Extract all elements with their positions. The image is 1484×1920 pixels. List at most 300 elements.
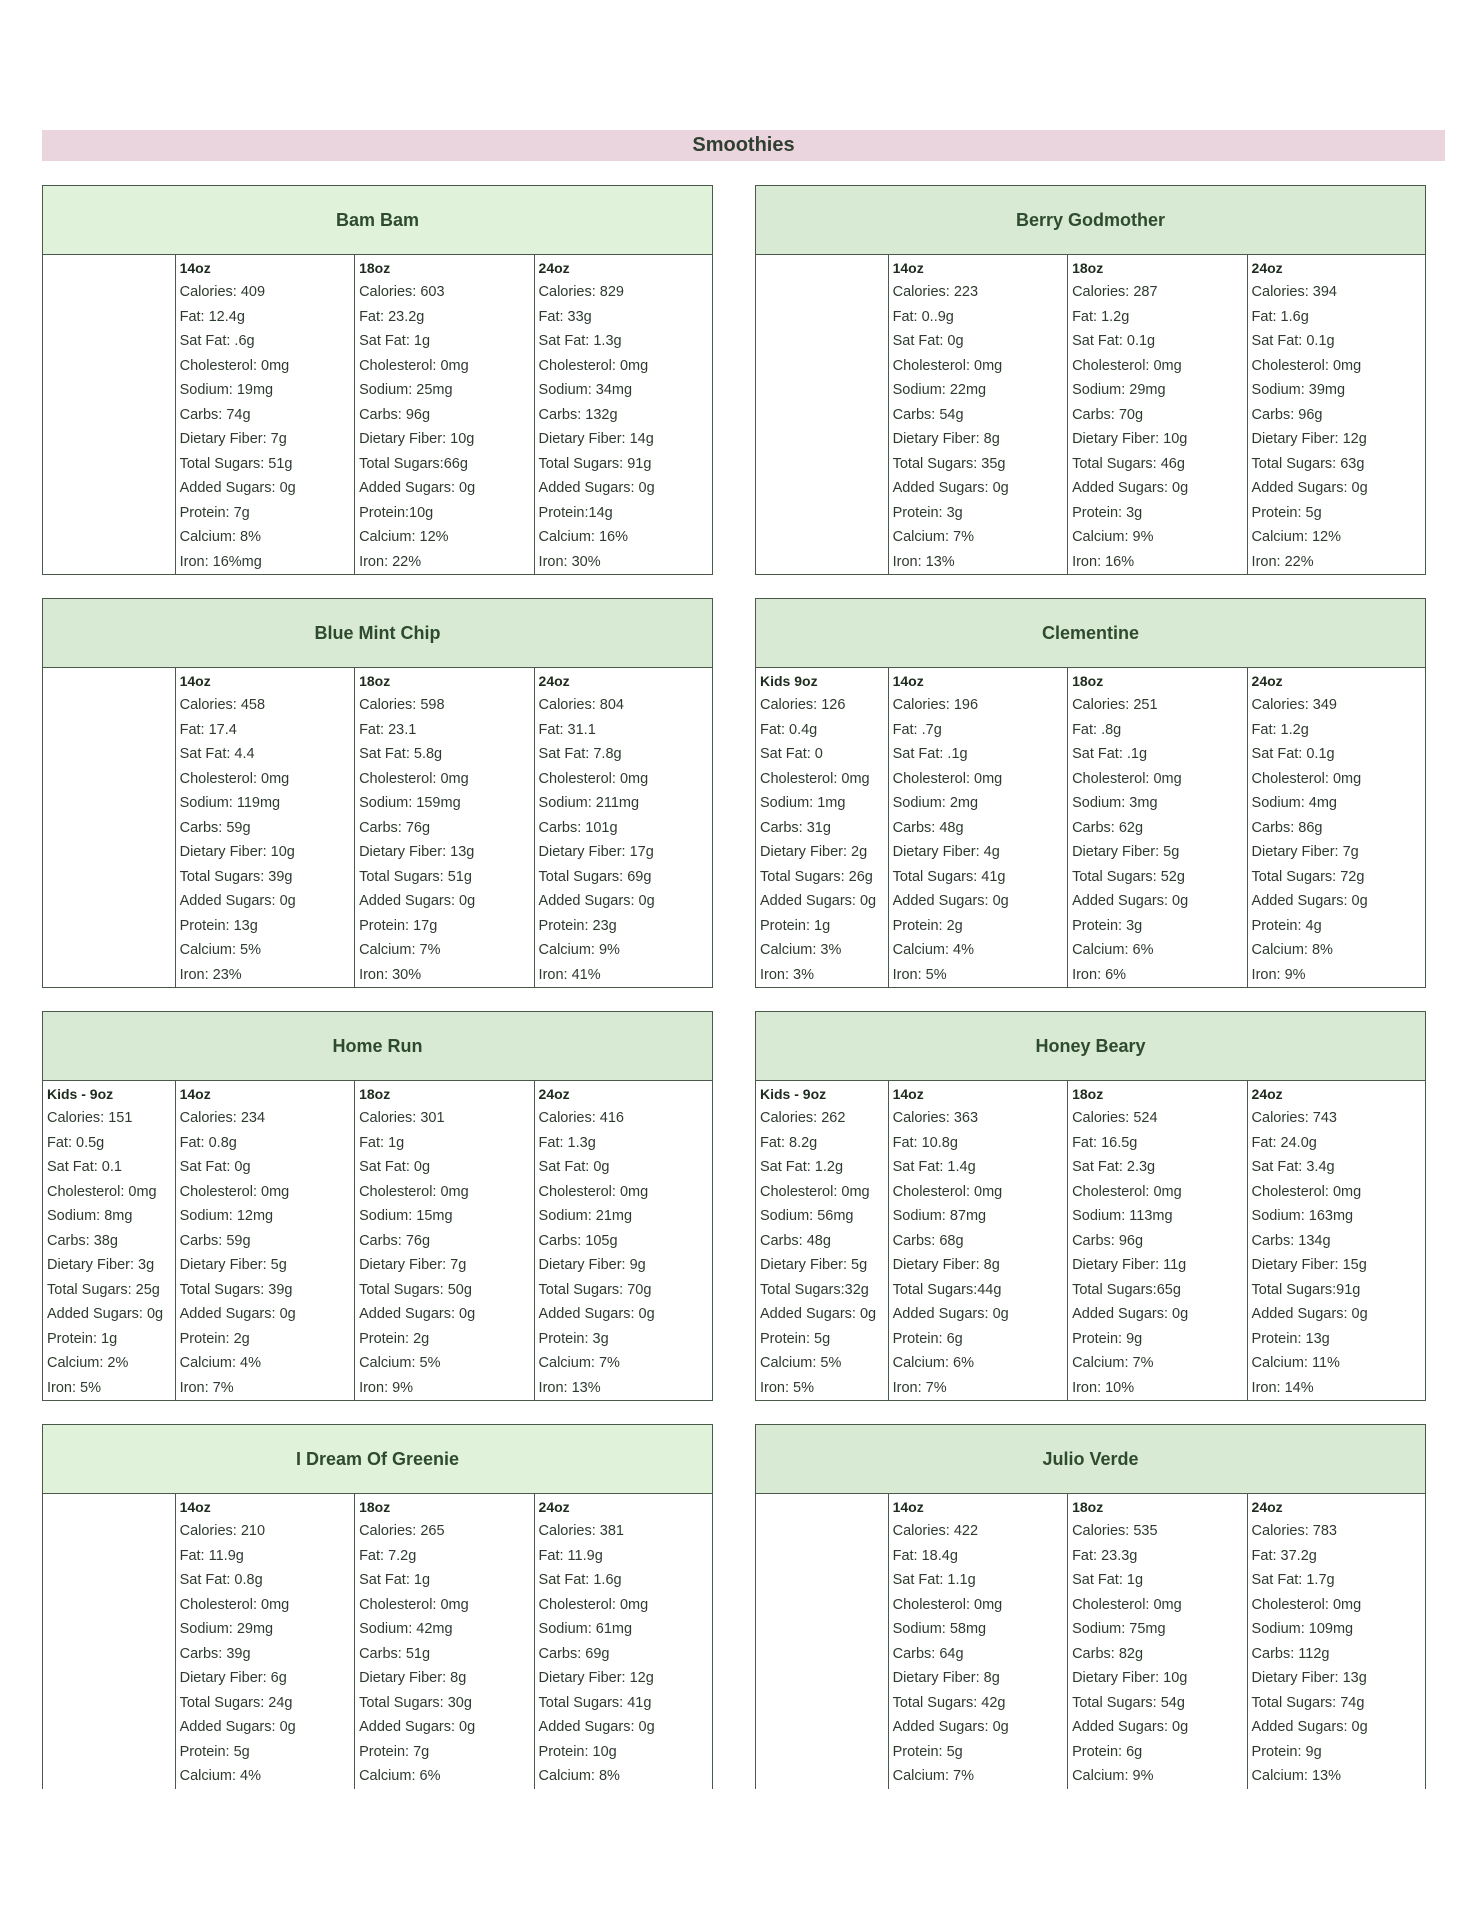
nutrient-row: Total Sugars: 30g xyxy=(359,1694,472,1711)
nutrient-row: Iron: 16%mg xyxy=(179,553,262,570)
nutrient-row: Calories: 210 xyxy=(179,1523,266,1539)
size-column xyxy=(43,1081,175,1400)
nutrient-row: Protein:14g xyxy=(538,504,613,521)
empty-column xyxy=(43,255,175,574)
nutrient-row: Sat Fat: 0.1g xyxy=(1072,333,1156,349)
nutrient-row: Added Sugars: 0g xyxy=(359,1719,476,1735)
nutrient-row: Dietary Fiber: 17g xyxy=(538,844,654,860)
nutrient-row: Protein: 1g xyxy=(760,917,831,934)
nutrient-row: Total Sugars: 24g xyxy=(179,1694,293,1711)
nutrient-row: Cholesterol: 0mg xyxy=(760,1183,870,1200)
card-julio-verde xyxy=(755,1424,1426,1789)
size-label: 14oz xyxy=(179,260,211,276)
nutrient-row: Calcium: 6% xyxy=(1072,942,1154,958)
size-label: Kids - 9oz xyxy=(47,1086,114,1102)
size-label: 18oz xyxy=(1072,1499,1104,1515)
nutrient-row: Fat: 11.9g xyxy=(179,1547,244,1564)
nutrient-row: Calories: 349 xyxy=(1251,697,1337,713)
nutrient-row: Carbs: 101g xyxy=(538,819,618,836)
empty-column xyxy=(756,255,888,574)
nutrient-row: Total Sugars: 25g xyxy=(47,1281,160,1298)
nutrient-row: Calories: 804 xyxy=(538,697,624,713)
nutrient-row: Dietary Fiber: 5g xyxy=(760,1257,868,1273)
nutrient-row: Protein: 3g xyxy=(538,1330,609,1347)
nutrient-row: Sat Fat: .1g xyxy=(892,746,968,762)
nutrient-row: Cholesterol: 0mg xyxy=(892,1596,1003,1613)
nutrient-row: Calcium: 5% xyxy=(359,1355,441,1371)
nutrition-table xyxy=(756,1494,1425,1789)
nutrient-row: Dietary Fiber: 8g xyxy=(892,1670,1000,1686)
nutrient-row: Sodium: 163mg xyxy=(1251,1208,1354,1224)
card-blue-mint-chip xyxy=(42,598,713,988)
nutrient-row: Added Sugars: 0g xyxy=(1072,480,1189,496)
nutrient-row: Sodium: 56mg xyxy=(760,1208,854,1224)
size-column xyxy=(175,255,354,574)
nutrient-row: Sat Fat: 0.1g xyxy=(1251,746,1335,762)
nutrient-row: Sat Fat: 5.8g xyxy=(359,746,443,762)
nutrient-row: Added Sugars: 0g xyxy=(760,1306,877,1322)
nutrient-row: Added Sugars: 0g xyxy=(179,893,296,909)
nutrient-row: Cholesterol: 0mg xyxy=(359,1596,469,1613)
nutrient-row: Sodium: 42mg xyxy=(359,1621,453,1637)
nutrient-row: Carbs: 96g xyxy=(359,406,431,423)
nutrient-row: Dietary Fiber: 6g xyxy=(179,1670,287,1686)
nutrient-row: Fat: 1.6g xyxy=(1251,308,1309,325)
nutrient-row: Calories: 535 xyxy=(1072,1523,1158,1539)
nutrient-row: Added Sugars: 0g xyxy=(892,1306,1009,1322)
nutrient-row: Calories: 603 xyxy=(359,284,445,300)
nutrient-row: Iron: 13% xyxy=(892,553,955,570)
nutrition-table xyxy=(756,668,1425,987)
nutrient-row: Sodium: 2mg xyxy=(892,795,979,811)
nutrient-row: Calcium: 4% xyxy=(179,1768,261,1784)
nutrient-row: Fat: 33g xyxy=(538,308,592,325)
nutrient-row: Sodium: 39mg xyxy=(1251,382,1346,398)
nutrient-row: Added Sugars: 0g xyxy=(47,1306,164,1322)
size-column xyxy=(534,1081,712,1400)
nutrient-row: Fat: 0..9g xyxy=(892,308,954,325)
size-label: 14oz xyxy=(179,1086,211,1102)
nutrient-row: Fat: 23.3g xyxy=(1072,1547,1138,1564)
nutrient-row: Calories: 422 xyxy=(892,1523,979,1539)
nutrient-row: Fat: 7.2g xyxy=(359,1547,417,1564)
nutrient-row: Iron: 22% xyxy=(1251,553,1314,570)
size-column xyxy=(888,1081,1067,1400)
nutrient-row: Carbs: 39g xyxy=(179,1645,251,1662)
nutrient-row: Protein: 3g xyxy=(892,504,963,521)
size-column xyxy=(756,1081,888,1400)
nutrient-row: Protein: 3g xyxy=(1072,504,1143,521)
nutrient-row: Cholesterol: 0mg xyxy=(892,357,1003,374)
nutrient-row: Calcium: 16% xyxy=(538,529,628,545)
nutrient-row: Sodium: 75mg xyxy=(1072,1621,1166,1637)
size-column xyxy=(888,255,1067,574)
empty-column xyxy=(43,1494,175,1789)
nutrient-row: Carbs: 64g xyxy=(892,1645,964,1662)
nutrient-row: Sat Fat: 0g xyxy=(892,333,964,349)
nutrient-row: Added Sugars: 0g xyxy=(1251,1306,1368,1322)
card-bam-bam xyxy=(42,185,713,575)
nutrient-row: Carbs: 59g xyxy=(179,819,251,836)
nutrient-row: Fat: 24.0g xyxy=(1251,1134,1317,1151)
nutrient-row: Added Sugars: 0g xyxy=(538,1719,655,1735)
nutrient-row: Sat Fat: .6g xyxy=(179,333,255,349)
nutrient-row: Cholesterol: 0mg xyxy=(1251,357,1362,374)
nutrient-row: Calcium: 8% xyxy=(179,529,261,545)
nutrient-row: Calories: 196 xyxy=(892,697,979,713)
nutrient-row: Cholesterol: 0mg xyxy=(179,1596,290,1613)
nutrient-row: Added Sugars: 0g xyxy=(359,893,476,909)
size-label: 18oz xyxy=(359,1499,391,1515)
nutrient-row: Calcium: 4% xyxy=(892,942,974,958)
nutrient-row: Sodium: 87mg xyxy=(892,1208,987,1224)
nutrient-row: Calories: 409 xyxy=(179,284,266,300)
nutrient-row: Total Sugars: 39g xyxy=(179,1281,293,1298)
nutrient-row: Sodium: 159mg xyxy=(359,795,461,811)
nutrient-row: Calcium: 7% xyxy=(359,942,441,958)
nutrient-row: Calcium: 9% xyxy=(538,942,620,958)
nutrient-row: Cholesterol: 0mg xyxy=(538,770,649,787)
nutrient-row: Calcium: 12% xyxy=(1251,529,1341,545)
card-berry-godmother xyxy=(755,185,1426,575)
nutrient-row: Cholesterol: 0mg xyxy=(359,357,469,374)
nutrient-row: Dietary Fiber: 4g xyxy=(892,844,1000,860)
nutrient-row: Calcium: 9% xyxy=(1072,1768,1154,1784)
nutrient-row: Total Sugars:65g xyxy=(1072,1281,1181,1298)
nutrient-row: Fat: 11.9g xyxy=(538,1547,603,1564)
nutrient-row: Sat Fat: 7.8g xyxy=(538,746,622,762)
nutrient-row: Sodium: 34mg xyxy=(538,382,633,398)
page-title: Smoothies xyxy=(42,130,1445,161)
nutrient-row: Cholesterol: 0mg xyxy=(179,770,290,787)
nutrient-row: Fat: 1.2g xyxy=(1072,308,1130,325)
nutrient-row: Total Sugars: 46g xyxy=(1072,455,1185,472)
nutrient-row: Iron: 13% xyxy=(538,1379,601,1396)
nutrient-row: Iron: 10% xyxy=(1072,1379,1135,1396)
nutrient-row: Calories: 524 xyxy=(1072,1110,1158,1126)
nutrient-row: Added Sugars: 0g xyxy=(538,480,655,496)
nutrient-row: Iron: 3% xyxy=(760,966,814,983)
nutrient-row: Calories: 783 xyxy=(1251,1523,1337,1539)
nutrient-row: Iron: 5% xyxy=(760,1379,814,1396)
size-column xyxy=(888,1494,1067,1789)
size-column xyxy=(354,668,533,987)
nutrient-row: Calories: 458 xyxy=(179,697,266,713)
nutrient-row: Added Sugars: 0g xyxy=(359,480,476,496)
nutrient-row: Carbs: 51g xyxy=(359,1645,431,1662)
nutrient-row: Dietary Fiber: 11g xyxy=(1072,1257,1187,1273)
nutrient-row: Dietary Fiber: 7g xyxy=(359,1257,467,1273)
nutrient-row: Protein: 23g xyxy=(538,917,617,934)
nutrient-row: Sat Fat: 0g xyxy=(179,1159,251,1175)
nutrient-row: Cholesterol: 0mg xyxy=(1251,1596,1362,1613)
nutrient-row: Sat Fat: 1.3g xyxy=(538,333,622,349)
card-i-dream-of-greenie xyxy=(42,1424,713,1789)
size-label: 24oz xyxy=(1251,1086,1283,1102)
nutrient-row: Cholesterol: 0mg xyxy=(1072,1596,1182,1613)
size-column xyxy=(1067,255,1246,574)
nutrient-row: Carbs: 38g xyxy=(47,1232,118,1249)
nutrient-row: Added Sugars: 0g xyxy=(538,1306,655,1322)
size-label: 24oz xyxy=(1251,673,1283,689)
nutrition-table xyxy=(43,1494,712,1789)
nutrient-row: Total Sugars: 39g xyxy=(179,868,293,885)
size-label: 24oz xyxy=(1251,260,1283,276)
nutrient-row: Sat Fat: 1.6g xyxy=(538,1572,622,1588)
nutrient-row: Sodium: 12mg xyxy=(179,1208,274,1224)
nutrient-row: Carbs: 82g xyxy=(1072,1645,1144,1662)
nutrient-row: Sodium: 25mg xyxy=(359,382,453,398)
size-label: Kids 9oz xyxy=(760,673,818,689)
card-title: Julio Verde xyxy=(756,1424,1425,1494)
nutrient-row: Added Sugars: 0g xyxy=(1251,1719,1368,1735)
nutrient-row: Added Sugars: 0g xyxy=(179,480,296,496)
nutrient-row: Total Sugars: 72g xyxy=(1251,868,1365,885)
nutrient-row: Iron: 16% xyxy=(1072,553,1135,570)
nutrient-row: Calcium: 9% xyxy=(1072,529,1154,545)
nutrient-row: Sat Fat: 0g xyxy=(538,1159,610,1175)
nutrient-row: Iron: 22% xyxy=(359,553,422,570)
nutrient-row: Cholesterol: 0mg xyxy=(538,357,649,374)
nutrient-row: Calories: 381 xyxy=(538,1523,624,1539)
nutrient-row: Cholesterol: 0mg xyxy=(538,1183,649,1200)
nutrient-row: Cholesterol: 0mg xyxy=(1251,770,1362,787)
nutrient-row: Carbs: 76g xyxy=(359,819,431,836)
nutrient-row: Fat: 0.5g xyxy=(47,1134,105,1151)
nutrient-row: Protein: 2g xyxy=(892,917,963,934)
size-label: 24oz xyxy=(538,260,570,276)
size-label: 18oz xyxy=(359,260,391,276)
card-title: Blue Mint Chip xyxy=(43,598,712,668)
nutrient-row: Protein: 5g xyxy=(1251,504,1322,521)
nutrient-row: Dietary Fiber: 5g xyxy=(1072,844,1180,860)
nutrient-row: Dietary Fiber: 15g xyxy=(1251,1257,1367,1273)
nutrient-row: Iron: 14% xyxy=(1251,1379,1314,1396)
nutrient-row: Fat: 0.4g xyxy=(760,721,818,738)
nutrient-row: Sodium: 19mg xyxy=(179,382,274,398)
nutrient-row: Sodium: 29mg xyxy=(1072,382,1166,398)
nutrient-row: Protein: 9g xyxy=(1072,1330,1143,1347)
size-column xyxy=(354,1081,533,1400)
nutrient-row: Fat: 17.4 xyxy=(179,721,237,738)
nutrient-row: Cholesterol: 0mg xyxy=(892,770,1003,787)
nutrient-row: Calcium: 6% xyxy=(892,1355,974,1371)
size-label: 14oz xyxy=(892,673,924,689)
nutrient-row: Calcium: 7% xyxy=(1072,1355,1154,1371)
nutrient-row: Dietary Fiber: 13g xyxy=(359,844,475,860)
card-home-run xyxy=(42,1011,713,1401)
nutrient-row: Iron: 9% xyxy=(1251,966,1306,983)
nutrient-row: Carbs: 105g xyxy=(538,1232,618,1249)
nutrient-row: Iron: 30% xyxy=(538,553,601,570)
size-column xyxy=(534,1494,712,1789)
nutrient-row: Iron: 5% xyxy=(892,966,947,983)
nutrient-row: Dietary Fiber: 7g xyxy=(1251,844,1359,860)
nutrient-row: Cholesterol: 0mg xyxy=(179,357,290,374)
nutrient-row: Calories: 598 xyxy=(359,697,445,713)
nutrient-row: Sodium: 3mg xyxy=(1072,795,1158,811)
nutrient-row: Sat Fat: 0.1 xyxy=(47,1159,122,1175)
nutrient-row: Cholesterol: 0mg xyxy=(892,1183,1003,1200)
size-column xyxy=(1247,1081,1425,1400)
nutrient-row: Dietary Fiber: 12g xyxy=(1251,431,1367,447)
nutrient-row: Cholesterol: 0mg xyxy=(359,1183,469,1200)
empty-column xyxy=(43,668,175,987)
nutrient-row: Iron: 7% xyxy=(179,1379,234,1396)
nutrient-row: Carbs: 76g xyxy=(359,1232,431,1249)
nutrient-row: Calories: 394 xyxy=(1251,284,1337,300)
nutrient-row: Carbs: 74g xyxy=(179,406,251,423)
nutrient-row: Carbs: 54g xyxy=(892,406,964,423)
nutrient-row: Fat: 31.1 xyxy=(538,721,596,738)
nutrient-row: Sodium: 8mg xyxy=(47,1208,133,1224)
nutrient-row: Total Sugars: 54g xyxy=(1072,1694,1185,1711)
nutrient-row: Calcium: 8% xyxy=(1251,942,1333,958)
size-column xyxy=(534,668,712,987)
size-label: 18oz xyxy=(1072,1086,1104,1102)
card-title: I Dream Of Greenie xyxy=(43,1424,712,1494)
nutrient-row: Carbs: 48g xyxy=(760,1232,831,1249)
nutrient-row: Sat Fat: .1g xyxy=(1072,746,1148,762)
card-title: Clementine xyxy=(756,598,1425,668)
nutrient-row: Sodium: 4mg xyxy=(1251,795,1337,811)
nutrient-row: Total Sugars: 41g xyxy=(538,1694,652,1711)
nutrient-row: Protein: 10g xyxy=(538,1743,617,1760)
card-title: Berry Godmother xyxy=(756,185,1425,255)
nutrient-row: Calcium: 4% xyxy=(179,1355,261,1371)
size-column xyxy=(756,668,888,987)
size-column xyxy=(1247,668,1425,987)
nutrient-row: Calories: 223 xyxy=(892,284,979,300)
nutrient-row: Cholesterol: 0mg xyxy=(1072,770,1182,787)
nutrient-row: Added Sugars: 0g xyxy=(179,1719,296,1735)
nutrient-row: Sat Fat: 1.2g xyxy=(760,1159,844,1175)
size-label: 14oz xyxy=(179,1499,211,1515)
nutrient-row: Sodium: 61mg xyxy=(538,1621,633,1637)
nutrient-row: Protein: 2g xyxy=(179,1330,250,1347)
nutrient-row: Protein: 13g xyxy=(1251,1330,1330,1347)
empty-column xyxy=(756,1494,888,1789)
size-label: 24oz xyxy=(538,1499,570,1515)
nutrient-row: Fat: 16.5g xyxy=(1072,1134,1138,1151)
size-label: Kids - 9oz xyxy=(760,1086,827,1102)
nutrient-row: Sodium: 15mg xyxy=(359,1208,453,1224)
nutrient-row: Sat Fat: 1.4g xyxy=(892,1159,976,1175)
nutrient-row: Protein:10g xyxy=(359,504,434,521)
nutrient-row: Protein: 13g xyxy=(179,917,258,934)
nutrient-row: Dietary Fiber: 8g xyxy=(359,1670,467,1686)
nutrient-row: Total Sugars: 52g xyxy=(1072,868,1185,885)
nutrient-row: Fat: 12.4g xyxy=(179,308,245,325)
nutrient-row: Added Sugars: 0g xyxy=(538,893,655,909)
nutrient-row: Carbs: 31g xyxy=(760,819,831,836)
nutrient-row: Calcium: 13% xyxy=(1251,1768,1341,1784)
size-label: 14oz xyxy=(892,260,924,276)
nutrition-table xyxy=(43,255,712,574)
nutrient-row: Protein: 6g xyxy=(1072,1743,1143,1760)
nutrient-row: Calories: 301 xyxy=(359,1110,445,1126)
nutrient-row: Added Sugars: 0g xyxy=(1072,893,1189,909)
size-column xyxy=(1247,255,1425,574)
nutrient-row: Dietary Fiber: 9g xyxy=(538,1257,646,1273)
size-label: 18oz xyxy=(359,1086,391,1102)
nutrient-row: Cholesterol: 0mg xyxy=(760,770,870,787)
nutrient-row: Calcium: 7% xyxy=(892,529,974,545)
nutrient-row: Sat Fat: 1g xyxy=(1072,1572,1144,1588)
nutrient-row: Calcium: 5% xyxy=(179,942,261,958)
nutrient-row: Sat Fat: 0g xyxy=(359,1159,431,1175)
nutrient-row: Calcium: 12% xyxy=(359,529,449,545)
nutrient-row: Carbs: 132g xyxy=(538,406,618,423)
nutrient-row: Cholesterol: 0mg xyxy=(1072,1183,1182,1200)
nutrient-row: Calcium: 6% xyxy=(359,1768,441,1784)
nutrient-row: Sat Fat: 2.3g xyxy=(1072,1159,1156,1175)
nutrient-row: Fat: 23.1 xyxy=(359,721,417,738)
size-column xyxy=(175,1494,354,1789)
size-label: 18oz xyxy=(1072,673,1104,689)
nutrient-row: Calories: 265 xyxy=(359,1523,445,1539)
size-label: 14oz xyxy=(892,1499,924,1515)
nutrient-row: Fat: 10.8g xyxy=(892,1134,958,1151)
nutrient-row: Sat Fat: 3.4g xyxy=(1251,1159,1335,1175)
nutrient-row: Sat Fat: 4.4 xyxy=(179,746,255,762)
nutrient-row: Dietary Fiber: 10g xyxy=(1072,1670,1188,1686)
nutrient-row: Sodium: 22mg xyxy=(892,382,987,398)
nutrient-row: Protein: 5g xyxy=(179,1743,250,1760)
nutrient-row: Calories: 151 xyxy=(47,1110,133,1126)
size-column xyxy=(175,668,354,987)
nutrient-row: Calcium: 2% xyxy=(47,1355,129,1371)
nutrient-row: Dietary Fiber: 12g xyxy=(538,1670,654,1686)
nutrient-row: Calcium: 7% xyxy=(892,1768,974,1784)
nutrient-row: Added Sugars: 0g xyxy=(760,893,877,909)
nutrient-row: Sodium: 29mg xyxy=(179,1621,274,1637)
nutrient-row: Calories: 416 xyxy=(538,1110,624,1126)
nutrient-row: Calories: 251 xyxy=(1072,697,1158,713)
nutrient-row: Total Sugars: 69g xyxy=(538,868,652,885)
nutrient-row: Sodium: 109mg xyxy=(1251,1621,1354,1637)
nutrient-row: Added Sugars: 0g xyxy=(359,1306,476,1322)
nutrient-row: Total Sugars: 26g xyxy=(760,868,873,885)
card-honey-beary xyxy=(755,1011,1426,1401)
nutrient-row: Added Sugars: 0g xyxy=(1072,1719,1189,1735)
size-label: 18oz xyxy=(359,673,391,689)
nutrient-row: Fat: 18.4g xyxy=(892,1547,958,1564)
nutrient-row: Calories: 829 xyxy=(538,284,624,300)
size-label: 24oz xyxy=(538,1086,570,1102)
nutrient-row: Sat Fat: 0.1g xyxy=(1251,333,1335,349)
nutrient-row: Calories: 743 xyxy=(1251,1110,1337,1126)
nutrient-row: Sodium: 58mg xyxy=(892,1621,987,1637)
nutrient-row: Protein: 4g xyxy=(1251,917,1322,934)
nutrient-row: Total Sugars: 91g xyxy=(538,455,652,472)
nutrient-row: Iron: 41% xyxy=(538,966,601,983)
nutrient-row: Cholesterol: 0mg xyxy=(179,1183,290,1200)
nutrient-row: Carbs: 59g xyxy=(179,1232,251,1249)
nutrient-row: Calcium: 8% xyxy=(538,1768,620,1784)
nutrient-row: Iron: 23% xyxy=(179,966,242,983)
nutrient-row: Total Sugars:32g xyxy=(760,1281,869,1298)
nutrient-row: Fat: 8.2g xyxy=(760,1134,818,1151)
nutrient-row: Carbs: 70g xyxy=(1072,406,1144,423)
size-label: 18oz xyxy=(1072,260,1104,276)
nutrient-row: Iron: 6% xyxy=(1072,966,1127,983)
nutrient-row: Total Sugars: 41g xyxy=(892,868,1006,885)
nutrient-row: Sat Fat: 1g xyxy=(359,333,431,349)
nutrient-row: Calcium: 5% xyxy=(760,1355,842,1371)
nutrient-row: Added Sugars: 0g xyxy=(892,893,1009,909)
nutrient-row: Sodium: 1mg xyxy=(760,795,846,811)
